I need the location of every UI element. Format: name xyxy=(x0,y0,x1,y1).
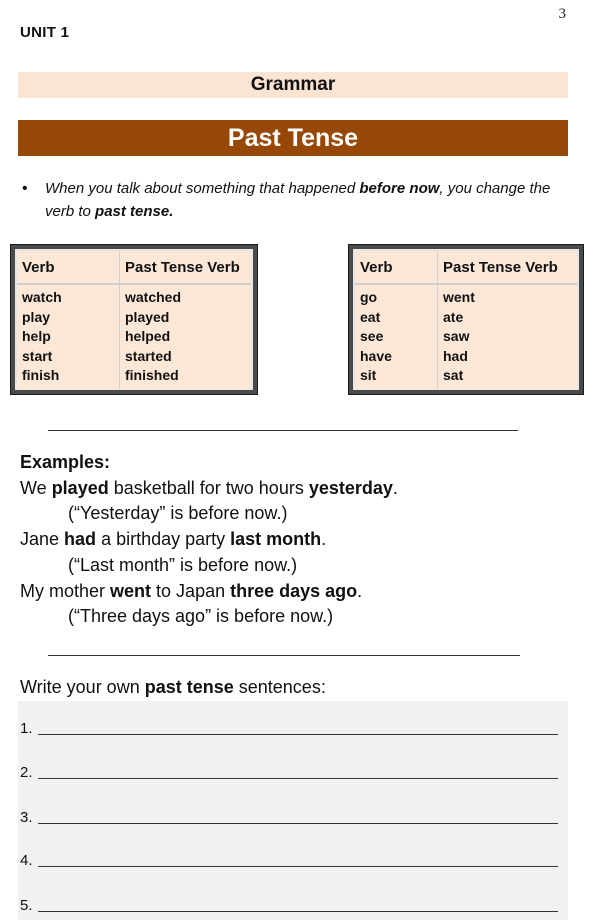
answer-line[interactable] xyxy=(20,764,36,781)
answer-line[interactable] xyxy=(20,897,36,914)
verb-cell: see xyxy=(360,328,384,344)
past-cell: saw xyxy=(443,328,470,344)
verb-cell: sit xyxy=(360,367,377,383)
verb-column xyxy=(355,284,438,389)
examples-heading: Examples: xyxy=(20,452,111,472)
rule-text: When you talk about something that happened before now, you change the verb to past tense. xyxy=(45,180,551,220)
answer-blank[interactable] xyxy=(38,823,558,824)
answer-number: 2. xyxy=(20,764,33,781)
past-cell: ate xyxy=(443,308,464,325)
past-column xyxy=(438,284,578,389)
bullet-icon: • xyxy=(22,180,28,197)
answer-line[interactable] xyxy=(20,720,36,737)
past-cell: went xyxy=(443,289,475,305)
examples-section xyxy=(20,450,398,630)
answer-blank[interactable] xyxy=(38,778,558,779)
verb-column xyxy=(17,284,120,389)
example-sentence: We played basketball for two hours yesterday. xyxy=(20,477,398,498)
verb-cell: go xyxy=(360,289,378,305)
answer-area xyxy=(18,701,568,920)
column-header-past: Past Tense Verb xyxy=(438,251,578,284)
page-title: Past Tense xyxy=(18,120,568,156)
example-note: (“Three days ago” is before now.) xyxy=(68,606,334,627)
verb-cell: watch xyxy=(22,289,62,305)
verb-cell: have xyxy=(360,347,392,364)
example-note: (“Yesterday” is before now.) xyxy=(68,503,288,524)
example-note: (“Last month” is before now.) xyxy=(68,554,298,575)
example-sentence: Jane had a birthday party last month. xyxy=(20,529,327,550)
verb-cell: help xyxy=(22,328,51,344)
answer-blank[interactable] xyxy=(38,911,558,912)
section-heading: Grammar xyxy=(18,72,568,98)
write-prompt: Write your own past tense sentences: xyxy=(20,677,326,697)
past-cell: helped xyxy=(125,328,171,344)
page-number: 3 xyxy=(558,6,566,22)
answer-number: 1. xyxy=(20,720,33,737)
unit-label: UNIT 1 xyxy=(20,24,70,41)
past-column xyxy=(120,284,252,389)
past-cell: played xyxy=(125,308,170,325)
answer-blank[interactable] xyxy=(38,866,558,867)
answer-line[interactable] xyxy=(20,809,36,826)
past-cell: finished xyxy=(125,367,179,383)
column-header-past: Past Tense Verb xyxy=(120,251,252,284)
past-cell: had xyxy=(443,347,468,364)
verb-cell: finish xyxy=(22,367,60,383)
divider xyxy=(48,655,520,656)
verb-cell: eat xyxy=(360,308,381,325)
past-cell: watched xyxy=(125,289,182,305)
divider xyxy=(48,430,518,431)
verb-cell: play xyxy=(22,308,51,325)
answer-number: 5. xyxy=(20,897,33,914)
column-header-verb: Verb xyxy=(355,251,438,284)
column-header-verb: Verb xyxy=(17,251,120,284)
verb-table-left xyxy=(10,244,258,395)
verb-table-right xyxy=(348,244,584,395)
example-sentence: My mother went to Japan three days ago. xyxy=(20,580,363,601)
past-cell: sat xyxy=(443,367,464,383)
answer-number: 4. xyxy=(20,852,33,869)
answer-blank[interactable] xyxy=(38,734,558,735)
answer-number: 3. xyxy=(20,809,33,826)
verb-cell: start xyxy=(22,347,53,364)
past-cell: started xyxy=(125,347,172,364)
answer-line[interactable] xyxy=(20,852,36,869)
